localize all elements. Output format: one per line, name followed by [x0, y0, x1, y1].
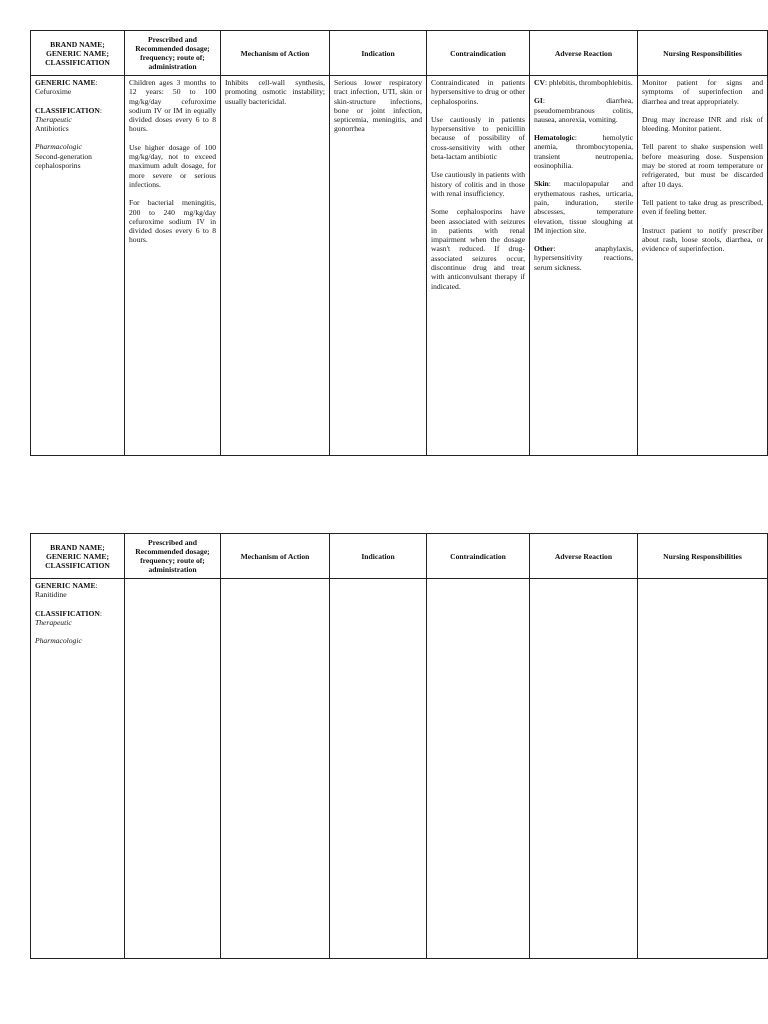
dosage-text: Use higher dosage of 100 mg/kg/day, not to exceed maximum adult dosage, for more severe or serious infections. — [129, 142, 216, 189]
header-dosage: Prescribed and Recommended dosage; frequency; route of; administration — [125, 534, 221, 579]
contraindication-text: Some cephalosporins have been associated with seizures in patients with renal impairment when the dosage wasn't reduced. If drug-associated seizures occur, discontinue drug and treat with anticonvulsant therapy if indicated. — [431, 207, 525, 291]
drug-card-table-cefuroxime — [30, 30, 768, 456]
header-dosage: Prescribed and Recommended dosage; frequency; route of; administration — [125, 31, 221, 76]
contraindication-cell — [427, 76, 530, 456]
adverse-item: Other: anaphylaxis, hypersensitivity reactions, serum sickness. — [534, 244, 633, 272]
classification-label: CLASSIFICATION — [35, 105, 100, 115]
adverse-reaction-cell — [530, 76, 638, 456]
indication-cell — [330, 76, 427, 456]
contraindication-cell — [427, 579, 530, 959]
nursing-cell — [638, 579, 768, 959]
classification-label: CLASSIFICATION — [35, 608, 100, 618]
mechanism-cell — [221, 76, 330, 456]
generic-name: Ranitidine — [35, 590, 67, 600]
header-mechanism: Mechanism of Action — [221, 31, 330, 76]
nursing-text: Instruct patient to notify prescriber about rash, loose stools, diarrhea, or evidence of superinfection. — [642, 225, 763, 254]
dosage-text: Children ages 3 months to 12 years: 50 to 100 mg/kg/day cefuroxime sodium IV or IM in equally divided doses every 6 to 8 hours. — [129, 78, 216, 134]
therapeutic-label: Therapeutic — [35, 114, 72, 124]
drug-row — [31, 76, 768, 456]
drug-identity-cell: GENERIC NAME: Ranitidine CLASSIFICATION: Therapeutic Pharmacologic — [31, 579, 125, 959]
generic-name: Cefuroxime — [35, 87, 72, 97]
contraindication-text: Contraindicated in patients hypersensitive to drug or other cephalosporins. — [431, 78, 525, 106]
pharmacologic-label: Pharmacologic — [35, 142, 82, 152]
adverse-item: CV: phlebitis, thrombophlebitis. — [534, 78, 633, 87]
header-indication: Indication — [330, 31, 427, 76]
adverse-reaction-cell — [530, 579, 638, 959]
indication-text: Serious lower respiratory tract infection, UTI, skin or skin-structure infections, bone or joint infection, septicemia, meningitis, and gonorrhea — [334, 78, 422, 134]
dosage-cell — [125, 76, 221, 456]
header-row — [31, 534, 768, 579]
header-nursing-responsibilities: Nursing Responsibilities — [638, 534, 768, 579]
therapeutic-label: Therapeutic — [35, 617, 72, 627]
adverse-item: Hematologic: hemolytic anemia, thrombocytopenia, transient neutropenia, eosinophilia. — [534, 133, 633, 171]
nursing-text: Drug may increase INR and risk of bleeding. Monitor patient. — [642, 114, 763, 134]
nursing-text: Tell parent to shake suspension well before measuring dose. Suspension may be stored at room temperature or refrigerated, but must be discarded after 10 days. — [642, 142, 763, 189]
generic-name-label: GENERIC NAME — [35, 581, 96, 590]
nursing-text: Tell patient to take drug as prescribed, even if feeling better. — [642, 197, 763, 217]
header-adverse-reaction: Adverse Reaction — [530, 31, 638, 76]
pharmacologic-label: Pharmacologic — [35, 636, 82, 646]
indication-cell — [330, 579, 427, 959]
header-brand-generic-class: BRAND NAME; GENERIC NAME; CLASSIFICATION — [31, 31, 125, 76]
header-contraindication: Contraindication — [427, 534, 530, 579]
header-row — [31, 31, 768, 76]
header-indication: Indication — [330, 534, 427, 579]
adverse-item: GI: diarrhea, pseudomembranous colitis, nausea, anorexia, vomiting. — [534, 96, 633, 124]
drug-row — [31, 579, 768, 959]
contraindication-text: Use cautiously in patients with history of colitis and in those with renal insufficiency. — [431, 170, 525, 198]
dosage-text: For bacterial meningitis, 200 to 240 mg/kg/day cefuroxime sodium IV in divided doses every 6 to 8 hours. — [129, 198, 216, 245]
nursing-text: Monitor patient for signs and symptoms of superinfection and diarrhea and treat appropriately. — [642, 78, 763, 106]
dosage-cell — [125, 579, 221, 959]
nursing-cell — [638, 76, 768, 456]
header-contraindication: Contraindication — [427, 31, 530, 76]
drug-card-table-ranitidine — [30, 533, 768, 959]
adverse-item: Skin: maculopapular and erythematous rashes, urticaria, pain, induration, sterile abscesses, temperature elevation, tissue sloughing at IM injection site. — [534, 179, 633, 235]
mechanism-text: Inhibits cell-wall synthesis, promoting osmotic instability; usually bactericidal. — [225, 78, 325, 106]
drug-identity-cell: GENERIC NAME: Cefuroxime CLASSIFICATION: Therapeutic Antibiotics Pharmacologic Second-generation cephalosporins — [31, 76, 125, 456]
header-mechanism: Mechanism of Action — [221, 534, 330, 579]
mechanism-cell — [221, 579, 330, 959]
contraindication-text: Use cautiously in patients hypersensitive to penicillin because of possibility of cross-sensitivity with other beta-lactam antibiotic — [431, 114, 525, 162]
therapeutic-class: Antibiotics — [35, 124, 69, 134]
header-adverse-reaction: Adverse Reaction — [530, 534, 638, 579]
pharmacologic-class: Second-generation cephalosporins — [35, 151, 92, 171]
header-brand-generic-class: BRAND NAME; GENERIC NAME; CLASSIFICATION — [31, 534, 125, 579]
header-nursing-responsibilities: Nursing Responsibilities — [638, 31, 768, 76]
generic-name-label: GENERIC NAME — [35, 78, 96, 87]
